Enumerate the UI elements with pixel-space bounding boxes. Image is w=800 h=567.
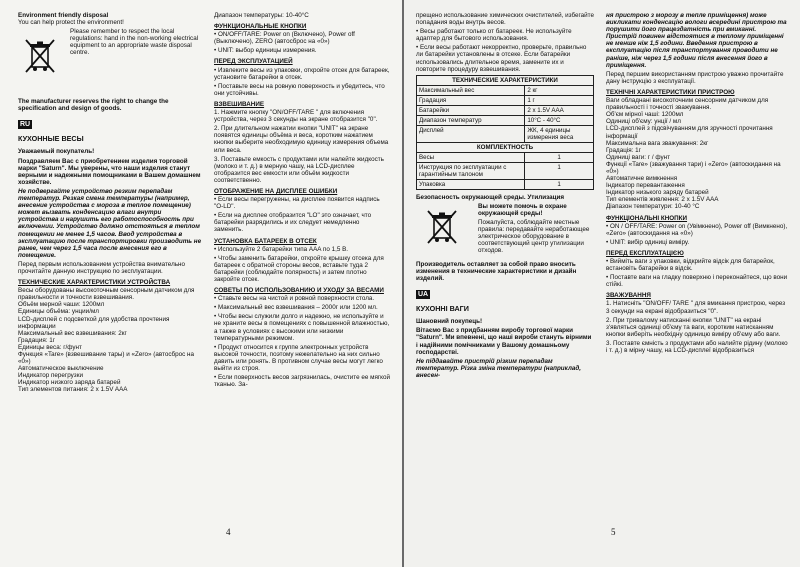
table-cell: Градация <box>417 95 525 105</box>
crossed-bin-icon <box>22 38 58 74</box>
eco-bold: Вы можете помочь в охране окружающей среды! <box>478 202 567 217</box>
func-line: • UNIT: выбор единицы измерения. <box>214 47 317 55</box>
spec-line: Об'єм мірної чаші: 1200мл <box>606 111 684 119</box>
func-line: • ON / OFF/TARE: Power on (Увімкнено), Power off (Вимкнено), «Zero» (автоскидання на «0») <box>606 222 788 237</box>
spec-line: Діапазон температури: 10-40 °С <box>606 203 700 211</box>
env-manufacturer-note: The manufacturer reserves the right to change the specification and design of goods. <box>18 98 169 113</box>
table-row <box>417 162 594 179</box>
spec-line: Ваги обладнані високоточним сенсорним датчиком для правильності і точності зважування. <box>606 97 769 112</box>
prep-line: • Поставьте весы на ровную поверхность и убедитесь, что они устойчивы. <box>214 82 385 97</box>
care-line: • Максимальный вес взвешивания – 2000г или 1200 мл. <box>214 304 378 312</box>
battery-heading-ru: УСТАНОВКА БАТАРЕЕК В ОТСЕК <box>214 237 317 245</box>
left-column-1 <box>18 12 202 394</box>
right-column-2 <box>606 12 788 356</box>
right-page <box>404 0 800 567</box>
lang-tag-ua: UA <box>418 291 429 299</box>
display-line: • Если весы перегружены, на дисплее появится надпись "O-LD". <box>214 196 380 211</box>
spec-line: Градація: 1г <box>606 146 641 154</box>
warning-cont-ua: ня пристрою з морозу в тепле приміщення) може викликати конденсацію вологи всередині пристрою та порушити його працездатність при вмиканні. Пристрій повинен відстоятися в теплому приміщенні не менше ніж 1,5 години. Введення пристрою в експлуатацію після транспортування проводити не раніше, ніж через 1,5 години після внесення його в приміщення. <box>606 12 787 69</box>
prep-heading-ua: ПЕРЕД ЕКСПЛУАТАЦІЄЮ <box>606 249 684 257</box>
cont-text-ru: прещено использование химических очистителей, избегайте попадания воды внутрь весов. <box>416 12 594 27</box>
table-row <box>417 95 594 105</box>
read-first-ua: Перед першим використанням пристрою уважно прочитайте дану інструкцію з експлуатації. <box>606 70 784 85</box>
spec-list-ua <box>606 97 788 211</box>
table-cell: Диапазон температур <box>417 115 525 125</box>
spec-table <box>416 75 594 190</box>
env-body: Please remember to respect the local regulations: hand in the non-working electrical equipment to an appropriate waste disposal centre. <box>70 28 199 57</box>
table-row <box>417 179 594 189</box>
warning-ru: Не подвергайте устройство резким перепадам температур. Резкая смена температуры (например, внесение устройства с мороза в теплое помещение) может вызвать конденсацию влаги внутри устройства и нарушить его работоспособность при включении. Устройство должно отстояться в теплом помещении не менее 1,5 часов. Ввод устройства в эксплуатацию после транспортировки производить не ранее, чем через 1,5 часа после внесения его в помещение. <box>18 187 202 259</box>
battery-line: • Чтобы заменить батарейки, откройте крышку отсека для батареек с обратной стороны весов, вставьте туда 2 батарейки (соблюдайте полярность) и затем плотно закройте отсек. <box>214 254 384 283</box>
spec-line: Одиниці ваги: г / фунт <box>606 153 670 161</box>
display-line: • Если на дисплее отобразится "LO" это означает, что батарейки разрядились и их следует немедленно заменить. <box>214 212 372 234</box>
func-line: • UNIT: вибір одиниці виміру. <box>606 238 690 246</box>
env-title: Environment friendly disposal <box>18 12 109 19</box>
weigh-line: 2. При тривалому натисканні кнопки "UNIT" на екрані з'являться одиниці об'єму та ваги, коротким натисканням кнопки виберіть необхідну одиницю виміру об'єму або ваги. <box>606 316 781 338</box>
page-number-right: 5 <box>611 527 616 537</box>
table-cell: Весы <box>417 152 525 162</box>
lang-tag-ru: RU <box>20 121 31 129</box>
spec-line: Максимальный вес взвешивания: 2кг <box>18 329 127 337</box>
spec-line: Индикатор перегрузки <box>18 372 83 380</box>
table-cell: Дисплей <box>417 125 525 142</box>
table-cell: Батарейки <box>417 105 525 115</box>
prep-line: • Вийміть ваги з упаковки, відкрийте відсік для батарейок, встановіть батарейки в відсік. <box>606 258 775 273</box>
care-line: • Чтобы весы служили долго и надежно, не используйте и не храните весы в помещениях с повышенной влажностью, а также в условиях с высокими или низкими температурными режимом. <box>214 313 390 342</box>
table-row <box>417 125 594 142</box>
prep-line: • Поставте ваги на гладку поверхню і переконайтеся, що вони стійкі. <box>606 274 788 289</box>
section-title-ua: КУХОННІ ВАГИ <box>416 304 469 314</box>
read-first-ru: Перед первым использованием устройства внимательно прочитайте данную инструкцию по эксплуатации. <box>18 260 186 275</box>
congrats-ru: Поздравляем Вас с приобретением изделия торговой марки "Saturn". Мы уверены, что наши изделия станут верными и надежными помощниками в Вашем домашнем хозяйстве. <box>18 157 201 186</box>
table-cell: Максимальный вес <box>417 85 525 95</box>
spec-line: Градация: 1г <box>18 336 56 344</box>
temp-range-ru: Диапазон температуры: 10-40°С <box>214 12 309 19</box>
table-row <box>417 85 594 95</box>
table-cell: Инструкция по эксплуатации с гарантийным талоном <box>417 162 525 179</box>
cont-line: • Весы работают только от батареек. Не используйте адаптер для бытового использования. <box>416 28 572 43</box>
eco-text: Пожалуйста, соблюдайте местные правила: передавайте неработающее электрическое оборудование в соответствующий центр утилизации отходов. <box>478 219 590 255</box>
spec-line: Індикатор низького заряду батарей <box>606 189 709 197</box>
spec-list-ru <box>18 287 202 393</box>
weigh-heading-ru: ВЗВЕШИВАНИЕ <box>214 100 265 108</box>
env-text: You can help protect the environment! <box>18 19 124 27</box>
func-line: • ON/OFF/TARE: Power on (Включено), Power off (Выключено), ZERO (автосброс на «0») <box>214 31 355 46</box>
battery-line: • Используйте 2 батарейки типа AAA по 1,5 В. <box>214 245 349 253</box>
weigh-line: 1. Натисніть "ON/OFF/ TARE " для вмикання пристрою, через 3 секунди на екрані відобразиться "0". <box>606 300 786 315</box>
spec-line: Функції «Tare» (зважування тари) і «Zero» (автоскидання на «0») <box>606 160 781 175</box>
section-title-ru: КУХОННЫЕ ВЕСЫ <box>18 134 84 144</box>
spec-line: Тип елементів живлення: 2 x 1.5V AAA <box>606 196 719 204</box>
spec-heading-ua: ТЕХНІЧНІ ХАРАКТЕРИСТИКИ ПРИСТРОЮ <box>606 88 735 96</box>
prep-heading-ru: ПЕРЕД ЭКСПЛУАТАЦИЕЙ <box>214 58 293 66</box>
table-row <box>417 115 594 125</box>
table-cell: 2 кг <box>525 85 594 95</box>
spec-heading-ru: ТЕХНИЧЕСКИЕ ХАРАКТЕРИСТИКИ УСТРОЙСТВА <box>18 279 171 287</box>
spec-line: Индикатор низкого заряда батарей <box>18 379 121 387</box>
greeting-ua: Шановний покупець! <box>416 318 483 326</box>
func-heading-ru: ФУНКЦИОНАЛЬНЫЕ КНОПКИ <box>214 23 307 31</box>
weigh-line: 3. Поставте ємність з продуктами або налийте рідину (молоко і т. д.) в мірну чашу, на LCD-дисплеї відобразиться <box>606 339 788 355</box>
spec-line: Тип элементов питания: 2 x 1.5V AAA <box>18 386 128 394</box>
weigh-heading-ua: ЗВАЖУВАННЯ <box>606 292 651 300</box>
eco-title: Безопасность окружающей среды. Утилизация <box>416 193 565 201</box>
table-row <box>417 152 594 162</box>
spec-line: Одиниці об'єму: унції / мл <box>606 118 681 126</box>
table-cell: 10°С - 40°С <box>525 115 594 125</box>
spec-line: Весы оборудованы высокоточным сенсорным датчиком для правильности и точности взвешивания. <box>18 287 195 302</box>
weigh-line: 3. Поставьте емкость с продуктами или налейте жидкость (молоко и т. д.) в мерную чашу, на LCD-дисплее отобразится вес емкости или объём жидкости соответственно. <box>214 155 384 184</box>
left-column-2 <box>214 12 390 390</box>
table-cell: 2 x 1.5V AAA <box>525 105 594 115</box>
prep-line: • Извлеките весы из упаковки, откройте отсек для батареек, установите батарейки в отсек. <box>214 66 390 81</box>
table-cell: 1 <box>525 179 594 189</box>
spec-line: Автоматичне вимкнення <box>606 175 678 183</box>
weigh-line: 1. Нажмите кнопку "ON/OFF/TARE " для включения устройства, через 3 секунды на экране отобразится "0". <box>214 109 378 124</box>
table-cell: 1 <box>525 162 594 179</box>
complect-title: КОМПЛЕКТНОСТЬ <box>417 142 594 152</box>
eco-block <box>416 203 594 261</box>
eco-reserve: Производитель оставляет за собой право вносить изменения в технические характеристики и дизайн изделий. <box>416 260 577 283</box>
care-line: • Если поверхность весов загрязнилась, очистите ее мягкой тканью. За- <box>214 374 390 389</box>
care-heading-ru: СОВЕТЫ ПО ИСПОЛЬЗОВАНИЮ И УХОДУ ЗА ВЕСАМИ <box>214 287 384 295</box>
table-cell: 1 <box>525 152 594 162</box>
env-block <box>18 28 202 98</box>
table-cell: 1 г <box>525 95 594 105</box>
cont-line: • Если весы работают некорректно, проверьте, правильно ли батарейки установлены в отсеке. Если батарейки использовались длительное время, замените их и повторите процедуру взвешивания. <box>416 44 587 73</box>
care-line: • Продукт относится к группе электронных устройств высокой точности, поэтому нежелательно на них сильно давить или ронять. В противном случае весы могут легко выйти из строя. <box>214 343 383 373</box>
spec-line: Единицы веса: г/фунт <box>18 343 82 351</box>
weigh-line: 2. При длительном нажатии кнопки "UNIT" на экране появятся единицы объёма и веса, коротким нажатием кнопки выберите необходимую единицу измерения объема или веса. <box>214 125 389 154</box>
table-row <box>417 105 594 115</box>
table-cell: Упаковка <box>417 179 525 189</box>
right-column-1 <box>416 12 594 381</box>
spec-line: Індикатор перевантаження <box>606 182 685 190</box>
spec-line: LCD-дисплей с подсветкой для удобства прочтения информации <box>18 315 170 330</box>
display-heading-ru: ОТОБРАЖЕНИЕ НА ДИСПЛЕЕ ОШИБКИ <box>214 187 338 195</box>
spec-line: Единицы объёма: унции/мл <box>18 308 99 316</box>
func-heading-ua: ФУНКЦІОНАЛЬНІ КНОПКИ <box>606 214 688 222</box>
greeting-ru: Уважаемый покупатель! <box>18 148 95 156</box>
spec-line: LCD-дисплей з підсвічуванням для зручності прочитання інформації <box>606 125 773 140</box>
table-cell: ЖК, 4 единицы измерения веса <box>525 125 594 142</box>
spec-line: Максимальна вага зважування: 2кг <box>606 139 709 147</box>
congrats-ua: Вітаємо Вас з придбанням виробу торгової марки "Saturn". Ми впевнені, що наші вироби стануть вірними і надійними помічниками у Вашому домашньому господарстві. <box>416 327 592 356</box>
spec-table-title: ТЕХНИЧЕСКИЕ ХАРАКТЕРИСТИКИ <box>417 75 594 85</box>
page-number-left: 4 <box>226 527 231 537</box>
spec-line: Объём мерной чаши: 1200мл <box>18 301 105 309</box>
spec-line: Автоматическое выключение <box>18 365 104 373</box>
spec-line: Функция «Tare» (взвешивание тары) и «Zero» (автосброс на «0») <box>18 351 194 366</box>
crossed-bin-icon <box>424 209 460 245</box>
warning-ua: Не піддавайте пристрій різким перепадам температур. Різка зміна температури (наприклад, внесен- <box>416 357 582 379</box>
care-line: • Ставьте весы на чистой и ровной поверхности стола. <box>214 295 375 303</box>
